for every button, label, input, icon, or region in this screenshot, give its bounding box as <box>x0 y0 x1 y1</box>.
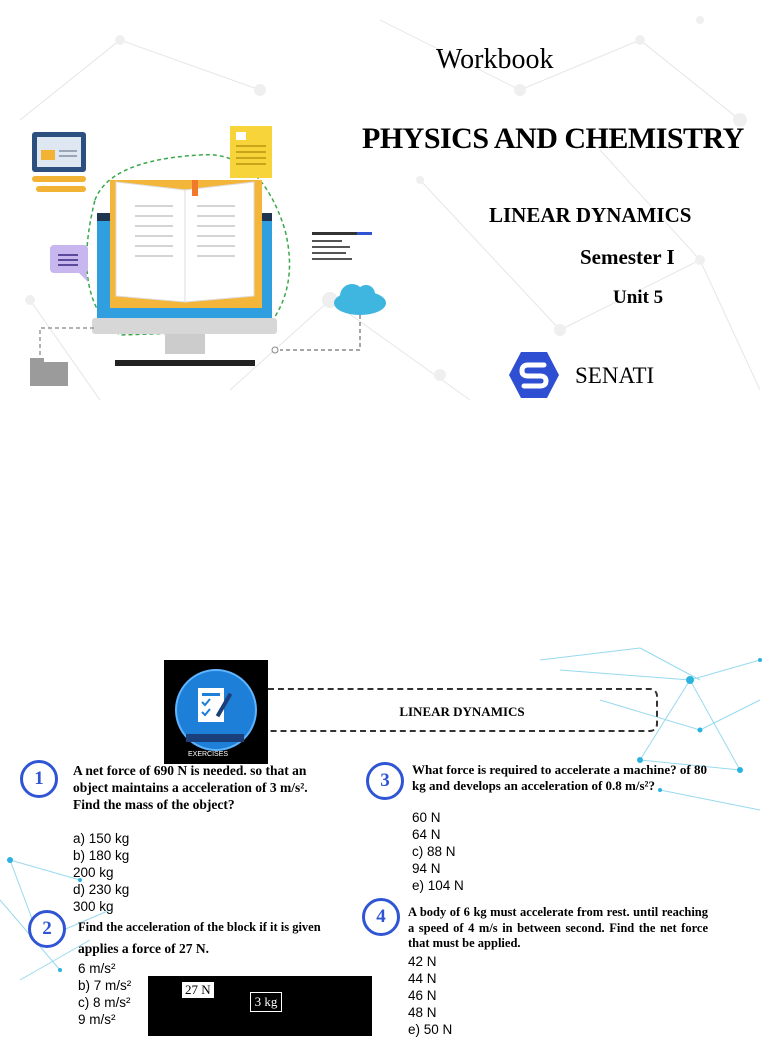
topic-title: LINEAR DYNAMICS <box>489 203 692 227</box>
option: c) 88 N <box>412 844 456 859</box>
option: 60 N <box>412 810 441 825</box>
document-icon <box>230 126 272 178</box>
question-text-3: What force is required to accelerate a machine? of 80 kg and develops an acceleration of 0.8 m/s²? <box>412 762 707 793</box>
question-number-4: 4 <box>362 898 400 936</box>
question-options-1 <box>73 830 129 915</box>
question-number-2: 2 <box>28 910 66 948</box>
question-number-3: 3 <box>366 762 404 800</box>
mass-label: 3 kg <box>254 994 278 1009</box>
workbook-label: Workbook <box>436 44 554 75</box>
topic-banner-label: LINEAR DYNAMICS <box>399 704 525 719</box>
org-name: SENATI <box>575 363 655 388</box>
question-text-4: A body of 6 kg must accelerate from rest. until reaching a speed of 4 m/s in between second. Find the net force that must be applied. <box>408 905 708 950</box>
option: a) 150 kg <box>73 831 130 846</box>
question-text-2-line-2: applies a force of 27 N. <box>78 941 209 956</box>
chat-bubble-icon <box>50 245 88 282</box>
folder-icon <box>30 328 95 386</box>
option: 300 kg <box>73 899 114 914</box>
option: 42 N <box>408 954 437 969</box>
option: d) 230 kg <box>73 882 130 897</box>
option: 6 m/s² <box>78 961 116 976</box>
option: e) 50 N <box>408 1022 453 1037</box>
option: 48 N <box>408 1005 437 1020</box>
question-options-2 <box>78 960 131 1028</box>
block-diagram <box>148 976 372 1036</box>
option: 9 m/s² <box>78 1012 116 1027</box>
exercises-icon <box>164 660 268 764</box>
option: 46 N <box>408 988 437 1003</box>
exercises-page <box>0 640 768 1037</box>
mass-block <box>250 992 282 1012</box>
question-options-3 <box>412 809 464 894</box>
cover-page <box>0 0 768 420</box>
semester-label: Semester I <box>580 245 675 269</box>
option: 44 N <box>408 971 437 986</box>
question-text-2-line-1: Find the acceleration of the block if it is given <box>78 920 321 934</box>
tablet-icon <box>32 132 86 192</box>
option: 200 kg <box>73 865 114 880</box>
open-book-icon <box>110 180 262 308</box>
exercises-badge <box>164 660 268 764</box>
question-number-1: 1 <box>20 760 58 798</box>
option: 94 N <box>412 861 441 876</box>
text-lines-icon <box>312 232 372 260</box>
option: c) 8 m/s² <box>78 995 131 1010</box>
topic-banner <box>268 688 658 732</box>
question-text-1: A net force of 690 N is needed. so that an object maintains a acceleration of 3 m/s². Find the mass of the object? <box>73 763 308 812</box>
senati-logo <box>508 350 560 400</box>
option: b) 7 m/s² <box>78 978 132 993</box>
exercises-badge-label: EXERCISES <box>188 751 229 758</box>
main-title: PHYSICS AND CHEMISTRY <box>362 122 744 155</box>
force-label: 27 N <box>182 982 214 998</box>
option: 64 N <box>412 827 441 842</box>
option: e) 104 N <box>412 878 464 893</box>
unit-label: Unit 5 <box>613 287 664 308</box>
option: b) 180 kg <box>73 848 130 863</box>
question-options-4 <box>408 953 452 1038</box>
